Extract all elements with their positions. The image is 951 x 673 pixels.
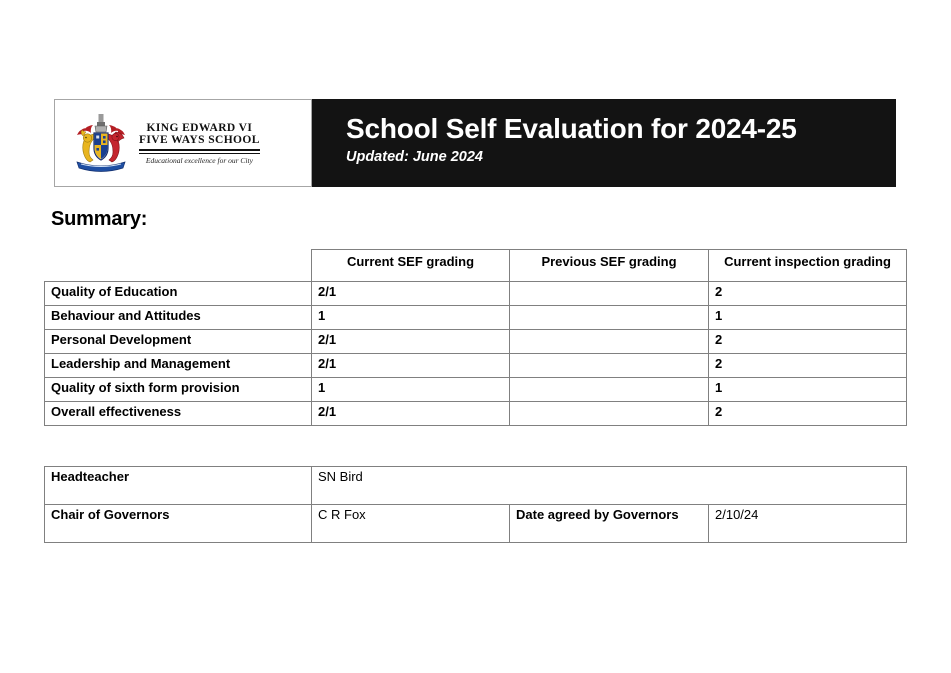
table-row-headteacher	[45, 467, 907, 505]
row-label: Quality of Education	[45, 282, 312, 306]
row-label: Overall effectiveness	[45, 402, 312, 426]
cell-current-inspection: 1	[709, 306, 907, 330]
row-label: Behaviour and Attitudes	[45, 306, 312, 330]
cell-current-sef: 1	[312, 306, 510, 330]
table-header-row	[45, 250, 907, 282]
cell-current-inspection: 2	[709, 282, 907, 306]
cell-previous-sef	[510, 378, 709, 402]
row-label: Quality of sixth form provision	[45, 378, 312, 402]
header-title-box	[312, 99, 896, 187]
cell-current-inspection: 2	[709, 402, 907, 426]
cell-previous-sef	[510, 306, 709, 330]
school-name-line-1: KING EDWARD VI	[146, 121, 253, 134]
table-row	[45, 378, 907, 402]
chair-of-governors-value: C R Fox	[312, 505, 510, 543]
cell-current-sef: 2/1	[312, 282, 510, 306]
school-tagline: Educational excellence for our City	[145, 155, 253, 165]
cell-previous-sef	[510, 402, 709, 426]
date-agreed-value: 2/10/24	[709, 505, 907, 543]
table-row	[45, 306, 907, 330]
cell-current-inspection: 2	[709, 330, 907, 354]
wordmark-divider	[139, 149, 260, 154]
cell-current-sef: 2/1	[312, 354, 510, 378]
column-header-previous-sef: Previous SEF grading	[510, 250, 709, 282]
table-corner-cell	[45, 250, 312, 282]
cell-current-sef: 2/1	[312, 330, 510, 354]
column-header-current-sef: Current SEF grading	[312, 250, 510, 282]
page-subtitle: Updated: June 2024	[346, 149, 483, 165]
row-label: Personal Development	[45, 330, 312, 354]
cell-current-inspection: 1	[709, 378, 907, 402]
cell-previous-sef	[510, 354, 709, 378]
page-title: School Self Evaluation for 2024-25	[346, 113, 797, 144]
table-row	[45, 402, 907, 426]
cell-current-sef: 1	[312, 378, 510, 402]
summary-grading-table	[44, 249, 907, 426]
signoff-table	[44, 466, 907, 543]
school-name-line-2: FIVE WAYS SCHOOL	[139, 134, 260, 146]
date-agreed-label: Date agreed by Governors	[510, 505, 709, 543]
cell-previous-sef	[510, 282, 709, 306]
cell-previous-sef	[510, 330, 709, 354]
summary-heading: Summary:	[51, 208, 148, 230]
column-header-current-inspection: Current inspection grading	[709, 250, 907, 282]
headteacher-label: Headteacher	[45, 467, 312, 505]
table-row	[45, 330, 907, 354]
coat-of-arms-icon	[73, 112, 129, 174]
cell-current-inspection: 2	[709, 354, 907, 378]
table-row	[45, 354, 907, 378]
table-row	[45, 282, 907, 306]
school-logo-box	[54, 99, 312, 187]
document-header-banner	[54, 99, 896, 187]
headteacher-value: SN Bird	[312, 467, 907, 505]
chair-of-governors-label: Chair of Governors	[45, 505, 312, 543]
table-row-chair-of-governors	[45, 505, 907, 543]
school-wordmark	[139, 122, 260, 165]
row-label: Leadership and Management	[45, 354, 312, 378]
cell-current-sef: 2/1	[312, 402, 510, 426]
